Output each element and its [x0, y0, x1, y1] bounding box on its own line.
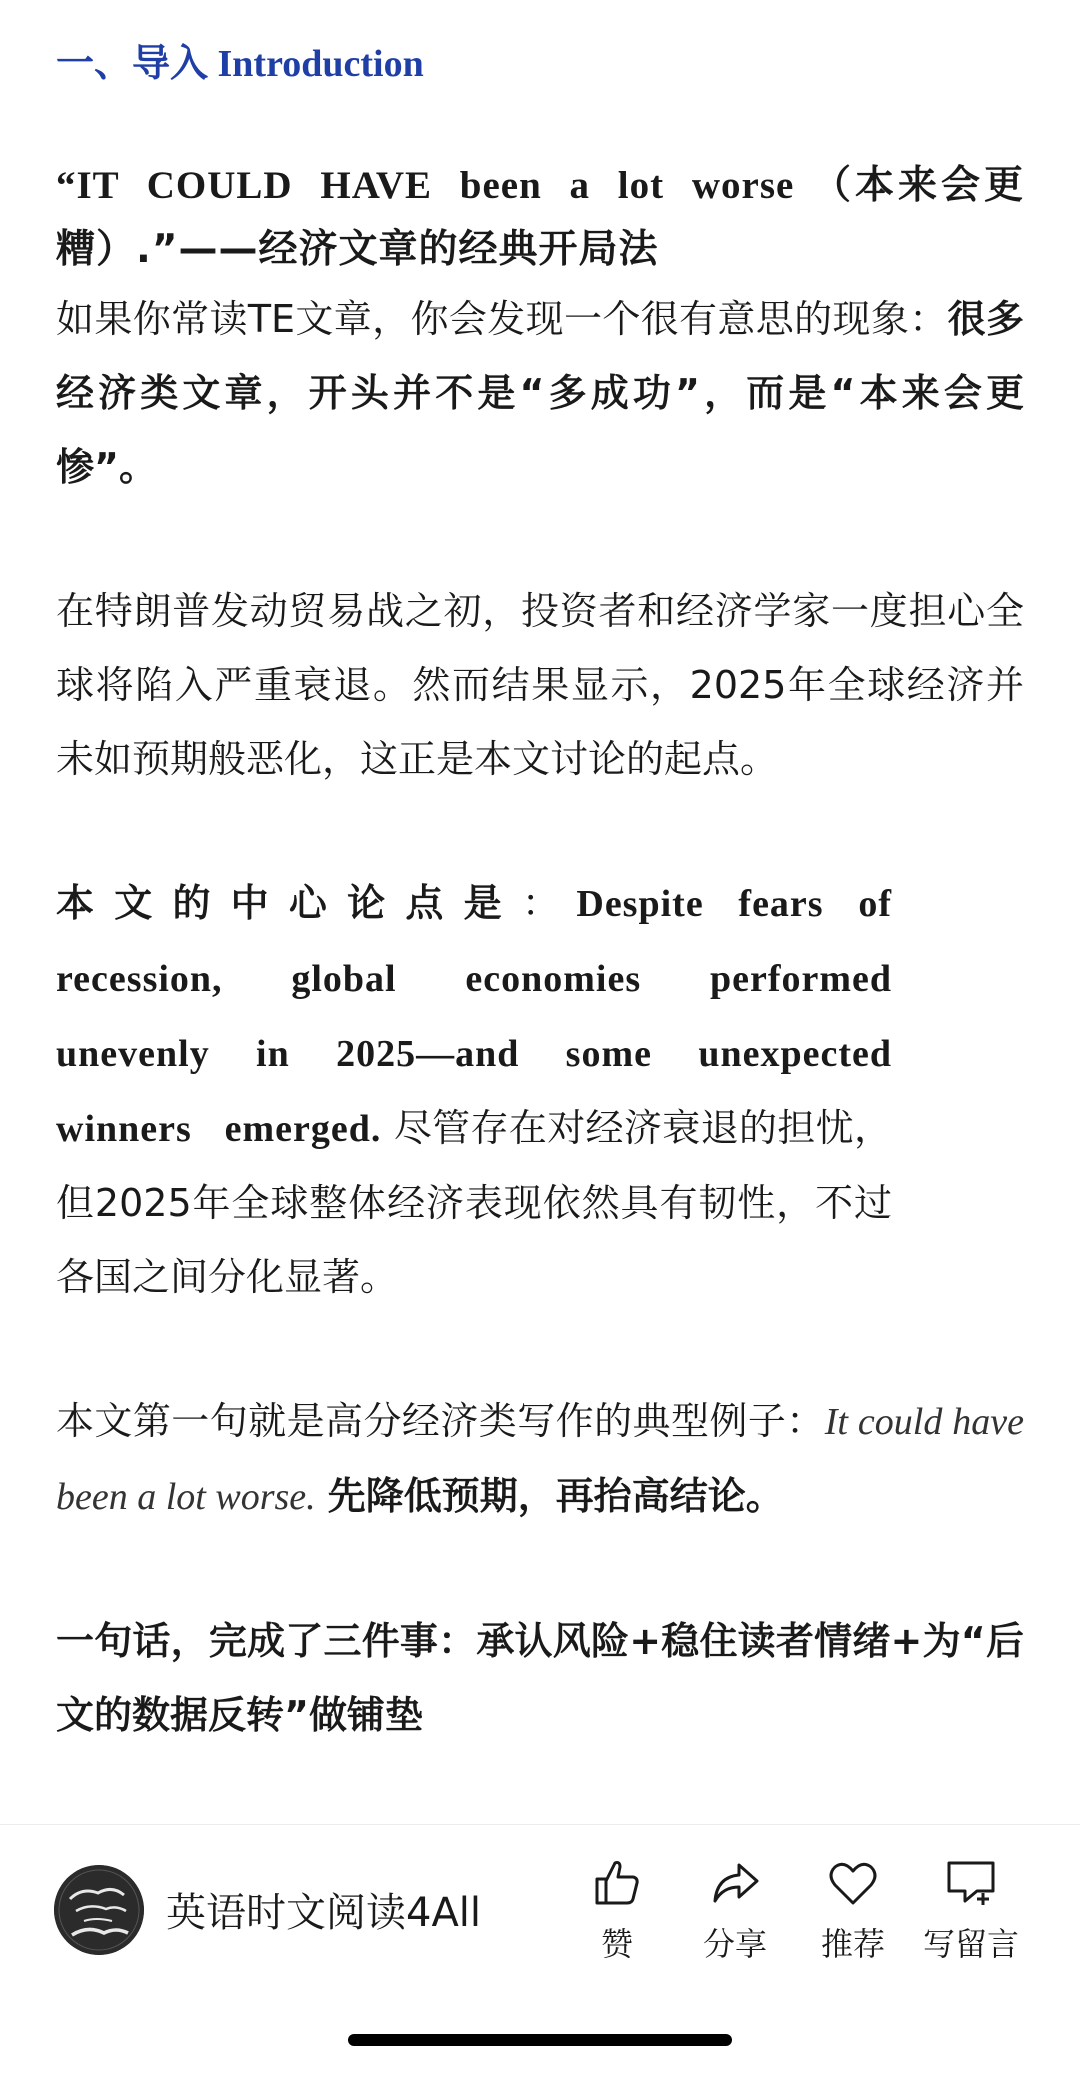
good-things-take-time-logo-icon: [54, 1865, 144, 1955]
bottom-action-bar: [0, 1825, 1080, 1995]
example-plain: 本文第一句就是高分经济类写作的典型例子：: [56, 1399, 825, 1443]
thesis-lead: 本文的中心论点是: [56, 881, 522, 925]
recommend-label: 推荐: [820, 1925, 885, 1963]
section-title: 一、导入 Introduction: [56, 43, 424, 85]
thesis-en: Despite fears of recession, global economies performed unevenly in 2025—and some unexpected winners emerged.: [56, 883, 892, 1150]
intro-bold: 很多经济类文章，开头并不是“多成功”，而是“本来会更惨”。: [56, 297, 1024, 489]
account-avatar[interactable]: [54, 1865, 144, 1955]
thesis-zh: 尽管存在对经济衰退的担忧，但2025年全球整体经济表现依然具有韧性，不过各国之间分化显著。: [56, 1106, 892, 1299]
heart-icon: [825, 1855, 881, 1911]
share-button[interactable]: [680, 1855, 790, 1965]
summary-paragraph: 一句话，完成了三件事：承认风险+稳住读者情绪+为“后文的数据反转”做铺垫: [56, 1619, 1024, 1737]
recommend-button[interactable]: [798, 1855, 908, 1965]
thesis-paragraph: [56, 866, 892, 1314]
intro-plain: 如果你常读TE文章，你会发现一个很有意思的现象：: [56, 297, 948, 341]
example-bold: 先降低预期，再抬高结论。: [327, 1474, 784, 1518]
example-paragraph: [56, 1384, 1024, 1534]
like-button[interactable]: [562, 1855, 672, 1965]
thesis-colon: ：: [521, 881, 563, 925]
article-heading: [56, 154, 1024, 282]
home-indicator[interactable]: [348, 2034, 732, 2046]
write-comment-label: 写留言: [922, 1925, 1019, 1963]
intro-paragraph: [56, 282, 1024, 504]
background-paragraph: 在特朗普发动贸易战之初，投资者和经济学家一度担心全球将陷入严重衰退。然而结果显示，2025年全球经济并未如预期般恶化，这正是本文讨论的起点。: [56, 589, 1024, 781]
account-name[interactable]: 英语时文阅读4All: [166, 1890, 482, 1936]
like-label: 赞: [600, 1925, 633, 1963]
example-italic: It could have been a lot worse.: [56, 1401, 1024, 1518]
article-body: [56, 36, 1024, 1752]
thumbs-up-icon: [589, 1855, 645, 1911]
share-arrow-icon: [707, 1855, 763, 1911]
heading-en: “IT COULD HAVE been a lot worse: [56, 164, 795, 207]
heading-tail: .”——经济文章的经典开局法: [136, 227, 659, 272]
share-label: 分享: [702, 1925, 767, 1963]
heading-zh-paren: （本来会更糟）: [56, 163, 1024, 272]
comment-plus-icon: [943, 1855, 999, 1911]
write-comment-button[interactable]: [916, 1855, 1026, 1965]
